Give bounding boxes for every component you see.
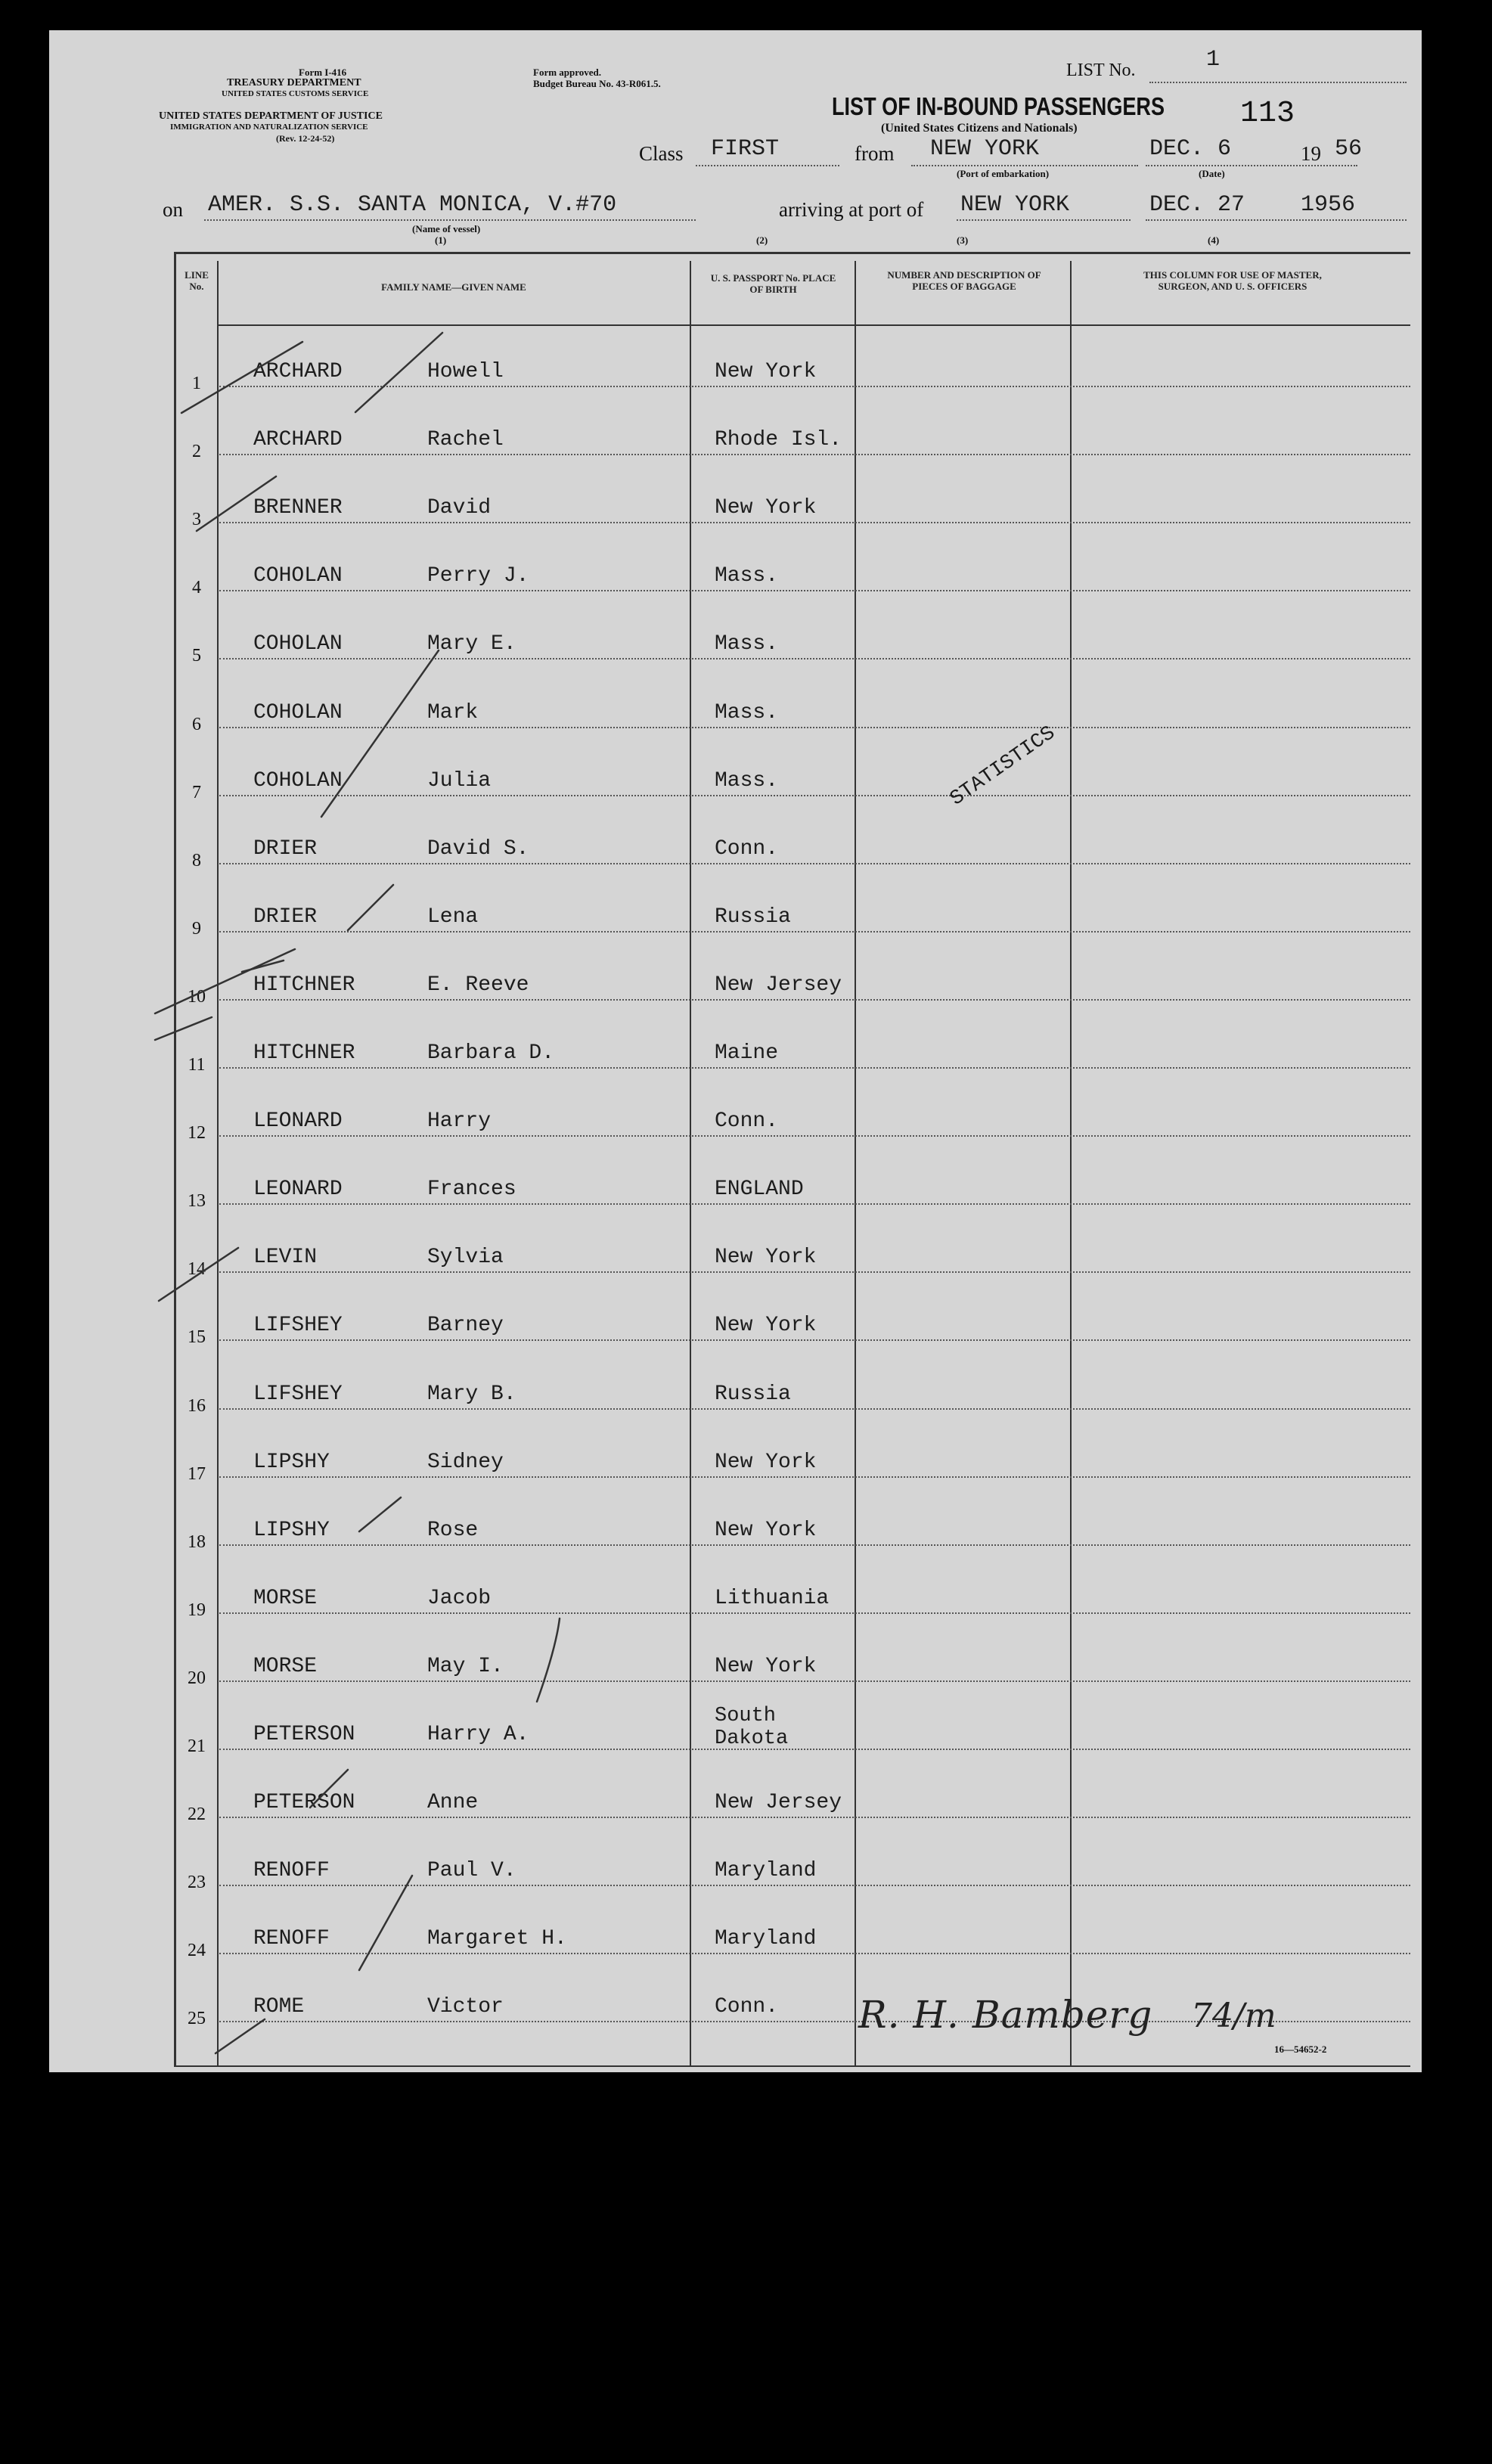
place-of-birth: New York [715, 360, 817, 383]
year-prefix: 19 [1301, 142, 1321, 165]
manifest-page [49, 30, 1422, 2072]
family-name: COHOLAN [253, 632, 343, 656]
col-baggage: NUMBER AND DESCRIPTION OF PIECES OF BAGGAGE [887, 269, 1041, 292]
statistics-stamp: STATISTICS [946, 722, 1060, 812]
row-line-number: 6 [192, 714, 201, 734]
given-name: Barbara D. [427, 1041, 555, 1065]
place-of-birth: Russia [715, 1382, 791, 1406]
form-approved: Form approved. [533, 67, 602, 78]
given-name: Lena [427, 905, 479, 929]
on-label: on [163, 198, 183, 221]
row-line-number: 23 [188, 1873, 206, 1893]
revision-date: (Rev. 12-24-52) [276, 133, 335, 144]
place-of-birth: Rhode Isl. [715, 428, 842, 452]
family-name: LIPSHY [253, 1518, 330, 1542]
place-of-birth: Conn. [715, 1109, 779, 1134]
arriving-label: arriving at port of [779, 198, 924, 221]
given-name: Harry A. [427, 1723, 529, 1746]
row-line-number: 15 [188, 1327, 206, 1348]
given-name: Julia [427, 768, 492, 793]
list-no-value: 1 [1206, 47, 1221, 73]
row-line-number: 20 [188, 1668, 206, 1688]
col-family-name: FAMILY NAME—GIVEN NAME [381, 281, 526, 293]
given-name: Mary B. [427, 1382, 516, 1406]
given-name: Perry J. [427, 564, 529, 588]
given-name: May I. [427, 1654, 504, 1678]
col-officers: THIS COLUMN FOR USE OF MASTER, SURGEON, AND U. S. OFFICERS [1143, 269, 1322, 292]
family-name: COHOLAN [253, 564, 343, 588]
row-line-number: 5 [192, 646, 201, 666]
form-number: Form I-416 [299, 67, 347, 78]
place-of-birth: ENGLAND [715, 1178, 804, 1202]
given-name: Sidney [427, 1450, 504, 1474]
department-of-justice: UNITED STATES DEPARTMENT OF JUSTICE [159, 110, 383, 122]
family-name: LIFSHEY [253, 1382, 343, 1406]
pencil-check-marks [49, 30, 1422, 2072]
family-name: LEONARD [253, 1178, 343, 1202]
place-of-birth: New York [715, 1654, 817, 1678]
initials: 74/m [1191, 1997, 1276, 2035]
row-line-number: 13 [188, 1191, 206, 1212]
family-name: ROME [253, 1995, 305, 2019]
row-line-number: 25 [188, 2009, 206, 2029]
row-line-number: 24 [188, 1941, 206, 1961]
form-title: LIST OF IN-BOUND PASSENGERS [832, 92, 1165, 120]
row-line-number: 7 [192, 782, 201, 802]
given-name: Mary E. [427, 632, 516, 656]
immigration-service: IMMIGRATION AND NATURALIZATION SERVICE [170, 123, 368, 132]
col-passport: U. S. PASSPORT No. PLACE OF BIRTH [710, 272, 836, 295]
family-name: ARCHARD [253, 360, 343, 383]
row-line-number: 4 [192, 578, 201, 598]
family-name: RENOFF [253, 1859, 330, 1883]
family-name: MORSE [253, 1586, 318, 1610]
given-name: Rachel [427, 428, 504, 452]
row-line-number: 10 [188, 986, 206, 1007]
row-line-number: 21 [188, 1736, 206, 1756]
place-of-birth: Mass. [715, 700, 779, 725]
given-name: Margaret H. [427, 1927, 567, 1951]
row-line-number: 14 [188, 1259, 206, 1280]
row-line-number: 12 [188, 1123, 206, 1144]
list-no-label: LIST No. [1066, 61, 1136, 80]
given-name: Paul V. [427, 1859, 516, 1883]
place-of-birth: New York [715, 1450, 817, 1474]
given-name: Frances [427, 1178, 516, 1202]
place-of-birth: Russia [715, 905, 791, 929]
vessel-name: AMER. S.S. SANTA MONICA, V.#70 [208, 192, 617, 218]
col-caption-1: (1) [435, 234, 447, 246]
embarkation-port: NEW YORK [930, 136, 1040, 162]
place-of-birth: New York [715, 496, 817, 520]
vessel-caption: (Name of vessel) [412, 223, 481, 234]
given-name: Howell [427, 360, 504, 383]
family-name: HITCHNER [253, 1041, 355, 1065]
arrival-year: 1956 [1301, 192, 1356, 218]
place-of-birth: Maryland [715, 1859, 817, 1883]
family-name: COHOLAN [253, 700, 343, 725]
col-caption-2: (2) [756, 234, 768, 246]
family-name: COHOLAN [253, 768, 343, 793]
signature: R. H. Bamberg [858, 1993, 1153, 2037]
family-name: LEVIN [253, 1246, 318, 1270]
place-of-birth: Conn. [715, 1995, 779, 2019]
from-label: from [855, 142, 895, 165]
place-of-birth: New York [715, 1518, 817, 1542]
place-of-birth: Conn. [715, 836, 779, 861]
family-name: MORSE [253, 1654, 318, 1678]
place-of-birth: South Dakota [715, 1705, 789, 1750]
row-line-number: 16 [188, 1395, 206, 1416]
class-label: Class [639, 142, 684, 165]
row-line-number: 8 [192, 850, 201, 870]
row-line-number: 1 [192, 374, 201, 393]
arrival-port: NEW YORK [960, 192, 1070, 218]
class-value: FIRST [711, 136, 780, 162]
row-line-number: 22 [188, 1805, 206, 1825]
place-of-birth: Lithuania [715, 1586, 830, 1610]
given-name: Sylvia [427, 1246, 504, 1270]
row-line-number: 17 [188, 1463, 206, 1484]
place-of-birth: Maine [715, 1041, 779, 1065]
given-name: E. Reeve [427, 973, 529, 997]
given-name: Barney [427, 1314, 504, 1338]
treasury-department: TREASURY DEPARTMENT [227, 77, 361, 88]
place-of-birth: New York [715, 1314, 817, 1338]
row-line-number: 3 [192, 510, 201, 530]
given-name: Harry [427, 1109, 492, 1134]
family-name: LIFSHEY [253, 1314, 343, 1338]
col-caption-3: (3) [957, 234, 969, 246]
place-of-birth: Mass. [715, 768, 779, 793]
departure-date: DEC. 6 [1149, 136, 1232, 162]
family-name: LIPSHY [253, 1450, 330, 1474]
row-line-number: 9 [192, 918, 201, 939]
row-line-number: 11 [188, 1055, 206, 1075]
row-line-number: 2 [192, 442, 201, 462]
given-name: David [427, 496, 492, 520]
departure-year: 56 [1335, 136, 1363, 162]
place-of-birth: Mass. [715, 564, 779, 588]
given-name: Anne [427, 1791, 479, 1815]
page-number: 113 [1240, 97, 1295, 131]
family-name: DRIER [253, 836, 318, 861]
form-subtitle: (United States Citizens and Nationals) [881, 122, 1078, 135]
budget-bureau: Budget Bureau No. 43-R061.5. [533, 78, 661, 89]
place-of-birth: New York [715, 1246, 817, 1270]
row-line-number: 19 [188, 1600, 206, 1620]
family-name: LEONARD [253, 1109, 343, 1134]
family-name: DRIER [253, 905, 318, 929]
family-name: BRENNER [253, 496, 343, 520]
given-name: Mark [427, 700, 479, 725]
arrival-date: DEC. 27 [1149, 192, 1245, 218]
place-of-birth: Mass. [715, 632, 779, 656]
place-of-birth: New Jersey [715, 973, 842, 997]
place-of-birth: New Jersey [715, 1791, 842, 1815]
footer-code: 16—54652-2 [1274, 2044, 1327, 2055]
port-embarkation-caption: (Port of embarkation) [957, 168, 1050, 179]
row-line-number: 18 [188, 1531, 206, 1552]
family-name: RENOFF [253, 1927, 330, 1951]
family-name: HITCHNER [253, 973, 355, 997]
date-caption: (Date) [1199, 168, 1225, 179]
given-name: Rose [427, 1518, 479, 1542]
family-name: PETERSON [253, 1723, 355, 1746]
given-name: David S. [427, 836, 529, 861]
family-name: PETERSON [253, 1791, 355, 1815]
customs-service: UNITED STATES CUSTOMS SERVICE [222, 89, 369, 98]
family-name: ARCHARD [253, 428, 343, 452]
given-name: Jacob [427, 1586, 492, 1610]
col-line-no: LINE No. [185, 269, 209, 292]
place-of-birth: Maryland [715, 1927, 817, 1951]
col-caption-4: (4) [1208, 234, 1220, 246]
given-name: Victor [427, 1995, 504, 2019]
